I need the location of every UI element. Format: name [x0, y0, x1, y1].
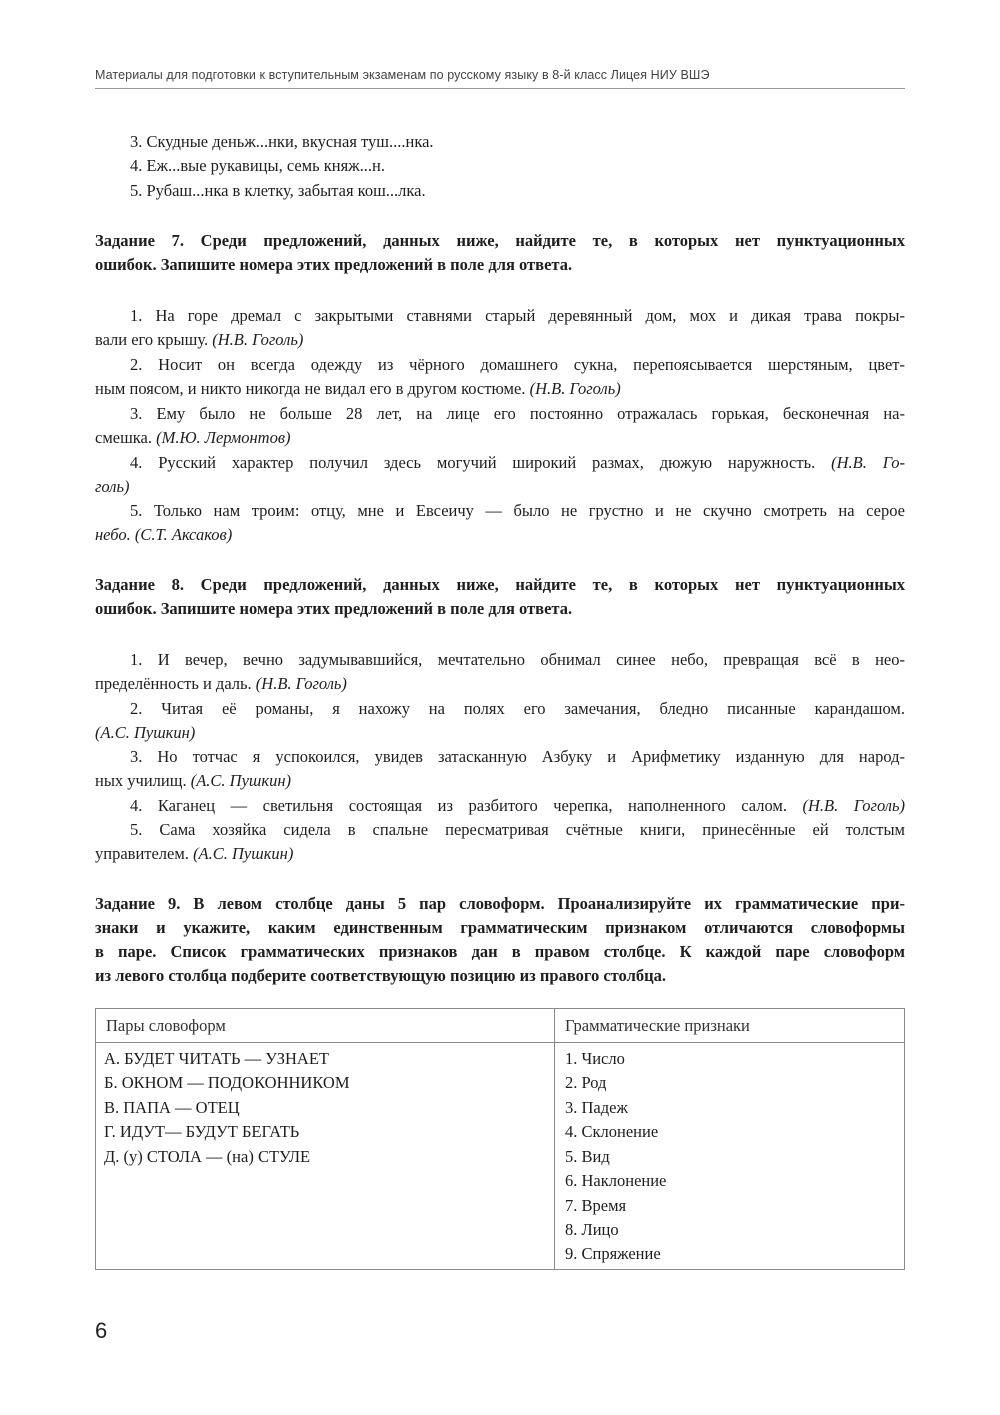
task8-sentence-5-line2: управителем. (А.С. Пушкин)	[95, 844, 294, 863]
pair-item: В. ПАПА — ОТЕЦ	[104, 1098, 240, 1117]
table-header-right: Грамматические признаки	[555, 1009, 905, 1043]
header-divider	[95, 88, 905, 89]
feature-item: 4. Склонение	[565, 1122, 659, 1141]
task7-title-line: ошибок. Запишите номера этих предложений в поле для ответа.	[95, 255, 573, 274]
task8-sentence-1-line2: пределённость и даль. (Н.В. Гоголь)	[95, 674, 347, 693]
grammar-table	[95, 1008, 905, 1270]
task7-sentence-2-line2: ным поясом, и никто никогда не видал его в другом костюме. (Н.В. Гоголь)	[95, 379, 621, 398]
features-column	[555, 1043, 905, 1270]
task8-sentence-5-line1: 5. Сама хозяйка сидела в спальне пересматривая счётные книги, принесённые ей толстым	[130, 820, 905, 839]
feature-item: 9. Спряжение	[565, 1244, 661, 1263]
task7-sentence-4-line2: голь)	[95, 477, 130, 496]
task7-sentence-3-line2: смешка. (М.Ю. Лермонтов)	[95, 428, 291, 447]
feature-item: 6. Наклонение	[565, 1171, 667, 1190]
task8-sentence-4: 4. Каганец — светильня состоящая из разбитого черепка, наполненного салом. (Н.В. Гоголь)	[130, 796, 906, 815]
task7-sentence-1-line1: 1. На горе дремал с закрытыми ставнями старый деревянный дом, мох и дикая трава покры-	[130, 306, 905, 325]
task9-text-line: знаки и укажите, каким единственным грамматическим признаком отличаются словоформы	[95, 918, 905, 937]
feature-item: 2. Род	[565, 1073, 607, 1092]
task7-sentence-5-line2: небо. (С.Т. Аксаков)	[95, 525, 233, 544]
feature-item: 1. Число	[565, 1049, 625, 1068]
task9-text-line: Задание 9. В левом столбце даны 5 пар словоформ. Проанализируйте их грамматические при-	[95, 894, 905, 913]
task8-sentence-2-line1: 2. Читая её романы, я нахожу на полях его замечания, бледно писанные карандашом.	[130, 699, 905, 718]
pair-item: Д. (у) СТОЛА — (на) СТУЛЕ	[104, 1147, 311, 1166]
table-header-left: Пары словоформ	[96, 1009, 555, 1043]
list-item: 5. Рубаш...нка в клетку, забытая кош...лка.	[130, 181, 426, 200]
feature-item: 5. Вид	[565, 1147, 610, 1166]
task8-title-line: ошибок. Запишите номера этих предложений в поле для ответа.	[95, 599, 573, 618]
pairs-column	[96, 1043, 555, 1270]
task8-sentence-2-line2: (А.С. Пушкин)	[95, 723, 196, 742]
list-item: 3. Скудные деньж...нки, вкусная туш....нка.	[130, 132, 434, 151]
task7-sentence-5-line1: 5. Только нам троим: отцу, мне и Евсеичу — было не грустно и не скучно смотреть на серое	[130, 501, 905, 520]
task9-text-line: в паре. Список грамматических признаков дан в правом столбце. К каждой паре словоформ	[95, 942, 905, 961]
pair-item: Б. ОКНОМ — ПОДОКОННИКОМ	[104, 1073, 350, 1092]
task7-title-line: Задание 7. Среди предложений, данных ниже, найдите те, в которых нет пунктуационных	[95, 231, 905, 250]
list-item: 4. Еж...вые рукавицы, семь княж...н.	[130, 156, 385, 175]
task8-sentence-3-line2: ных училищ. (А.С. Пушкин)	[95, 771, 292, 790]
task7-sentence-2-line1: 2. Носит он всегда одежду из чёрного домашнего сукна, перепоясывается шерстяным, цвет-	[130, 355, 905, 374]
pair-item: А. БУДЕТ ЧИТАТЬ — УЗНАЕТ	[104, 1049, 329, 1068]
task8-sentence-1-line1: 1. И вечер, вечно задумывавшийся, мечтательно обнимал синее небо, превращая всё в нео-	[130, 650, 905, 669]
task8-title-line: Задание 8. Среди предложений, данных ниже, найдите те, в которых нет пунктуационных	[95, 575, 905, 594]
pair-item: Г. ИДУТ— БУДУТ БЕГАТЬ	[104, 1122, 300, 1141]
task7-sentence-1-line2: вали его крышу. (Н.В. Гоголь)	[95, 330, 304, 349]
feature-item: 8. Лицо	[565, 1220, 619, 1239]
feature-item: 3. Падеж	[565, 1098, 628, 1117]
running-header: Материалы для подготовки к вступительным экзаменам по русскому языку в 8-й класс Лицея НИУ ВШЭ	[95, 68, 710, 82]
task7-sentence-3-line1: 3. Ему было не больше 28 лет, на лице его постоянно отражалась горькая, бесконечная на-	[130, 404, 905, 423]
page-number: 6	[95, 1318, 108, 1343]
task9-text-line: из левого столбца подберите соответствующую позицию из правого столбца.	[95, 966, 666, 985]
task7-sentence-4-line1: 4. Русский характер получил здесь могучий широкий размах, дюжую наружность. (Н.В. Го-	[130, 453, 905, 472]
feature-item: 7. Время	[565, 1196, 627, 1215]
task8-sentence-3-line1: 3. Но тотчас я успокоился, увидев затасканную Азбуку и Арифметику изданную для народ-	[130, 747, 905, 766]
